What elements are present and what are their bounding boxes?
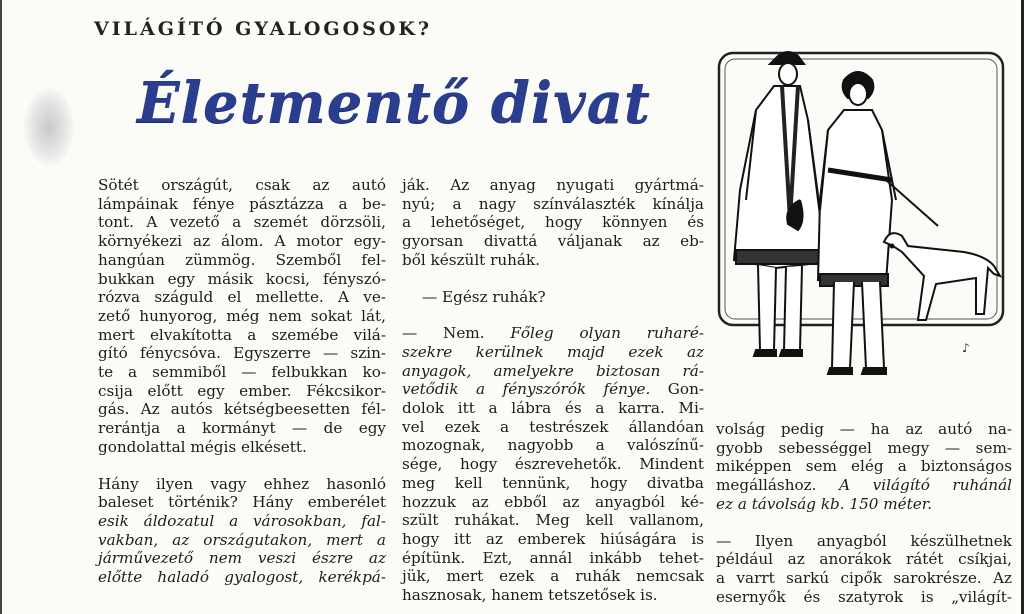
text-line: miképpen sem elég a biztonságos [716, 457, 1012, 476]
article-headline: Életmentő divat [137, 70, 651, 136]
text-line: nyú; a nagy színválaszték kínálja [402, 194, 704, 213]
text-line: lámpáinak fénye pásztázza a be- [98, 194, 386, 213]
text-line: esik áldozatul a városokban, fal- [98, 511, 386, 530]
text-line: dolok itt a lábra és a karra. Mi- [402, 399, 704, 418]
text-fragment-italic: vetődik a fényszórók fénye. [402, 380, 651, 399]
text-line: hasznosak, hanem tetszetősek is. [402, 586, 658, 605]
text-fragment-italic: A világító ruhánál [839, 476, 1013, 495]
text-line: gyobb sebességgel megy — sem- [716, 438, 1012, 457]
text-column-3 [716, 420, 1012, 606]
text-fragment: baleset történik? Hány emberélet [98, 493, 386, 512]
paragraph [98, 475, 386, 587]
text-line: a varrt sarkú cipők sarokrésze. Az [716, 568, 1012, 587]
text-line: te a semmiből — felbukkan ko- [98, 363, 386, 382]
text-line: — Ilyen anyagból készülhetnek [716, 531, 1012, 550]
text-line: csija előtt egy ember. Fékcsikor- [98, 381, 386, 400]
text-line [402, 380, 704, 399]
article-kicker: VILÁGÍTÓ GYALOGOSOK? [94, 18, 433, 40]
text-line: például az anorákok rátét csíkjai, [716, 550, 1012, 569]
dog-figure [884, 233, 1000, 320]
text-line: rerántja a kormányt — de egy [98, 419, 386, 438]
text-line: szekre kerülnek majd ezek az [402, 342, 704, 361]
text-line: gító fénycsóva. Egyszerre — szin- [98, 344, 386, 363]
svg-text:♪: ♪ [962, 341, 970, 355]
text-line: ez a távolság kb. 150 méter. [716, 494, 933, 513]
text-line: vakban, az országutakon, mert a [98, 530, 386, 549]
paragraph [716, 532, 1012, 607]
text-column-2 [402, 176, 704, 605]
fashion-illustration [716, 50, 1006, 402]
text-line: anyagok, amelyekre biztosan rá- [402, 361, 704, 380]
text-line: építünk. Ezt, annál inkább tehet- [402, 548, 704, 567]
text-line: mert elvakította a szemébe vilá- [98, 325, 386, 344]
text-column-1 [98, 176, 386, 587]
paragraph [98, 176, 386, 457]
text-line: meg kell tennünk, hogy divatba [402, 473, 704, 492]
text-line: előtte haladó gyalogost, kerékpá- [98, 568, 386, 587]
text-line: vel ezek a testrészek állandóan [402, 417, 704, 436]
print-smudge [24, 88, 74, 166]
paragraph [402, 324, 704, 605]
text-line: Sötét országút, csak az autó [98, 176, 386, 194]
text-fragment: — Nem. [402, 324, 511, 343]
text-line: ják. Az anyag nyugati gyártmá- [402, 176, 704, 194]
paragraph [716, 420, 1012, 514]
page-edge-left [0, 0, 2, 614]
text-line: tont. A vezető a szemét dörzsöli, [98, 213, 386, 232]
text-line: gyorsan divattá váljanak az eb- [402, 232, 704, 251]
text-line: volság pedig — ha az autó na- [716, 420, 1012, 438]
text-line: a lehetőséget, hogy könnyen és [402, 213, 704, 232]
text-line [98, 493, 386, 512]
text-line: zető hunyorog, még nem sokat lát, [98, 306, 386, 325]
question-line [422, 288, 704, 307]
text-line: jük, mert ezek a ruhák nemcsak [402, 567, 704, 586]
text-line: rózva száguld el mellette. A ve- [98, 288, 386, 307]
text-line: gás. Az autós kétségbeesetten fél- [98, 400, 386, 419]
text-line: gondolattal mégis elkésett. [98, 437, 307, 456]
text-line: bukkan egy másik kocsi, fényszó- [98, 269, 386, 288]
text-fragment: Gon- [650, 380, 704, 399]
interview-question: — Egész ruhák? [422, 287, 546, 306]
text-fragment-italic: Főleg olyan ruharé- [510, 324, 704, 343]
paragraph [402, 176, 704, 270]
text-fragment: megálláshoz. [716, 476, 817, 495]
text-line: mozognak, nagyobb a valószínű- [402, 436, 704, 455]
text-line: környékezi az álom. A motor egy- [98, 232, 386, 251]
text-line [716, 476, 1012, 495]
text-line: Hány ilyen vagy ehhez hasonló [98, 474, 386, 493]
text-line: sége, hogy észrevehetők. Mindent [402, 455, 704, 474]
text-line: szült ruhákat. Meg kell vallanom, [402, 511, 704, 530]
text-line: járművezető nem veszi észre az [98, 549, 386, 568]
text-line: hogy itt az emberek hiúságára is [402, 529, 704, 548]
text-line [402, 324, 704, 343]
text-line: hozzuk az ebből az anyagból ké- [402, 492, 704, 511]
text-line: esernyők és szatyrok is „világít- [716, 587, 1012, 606]
woman-figure [734, 52, 828, 356]
text-line: ből készült ruhák. [402, 250, 541, 269]
man-figure [818, 72, 938, 374]
text-line: hangúan zümmög. Szemből fel- [98, 250, 386, 269]
